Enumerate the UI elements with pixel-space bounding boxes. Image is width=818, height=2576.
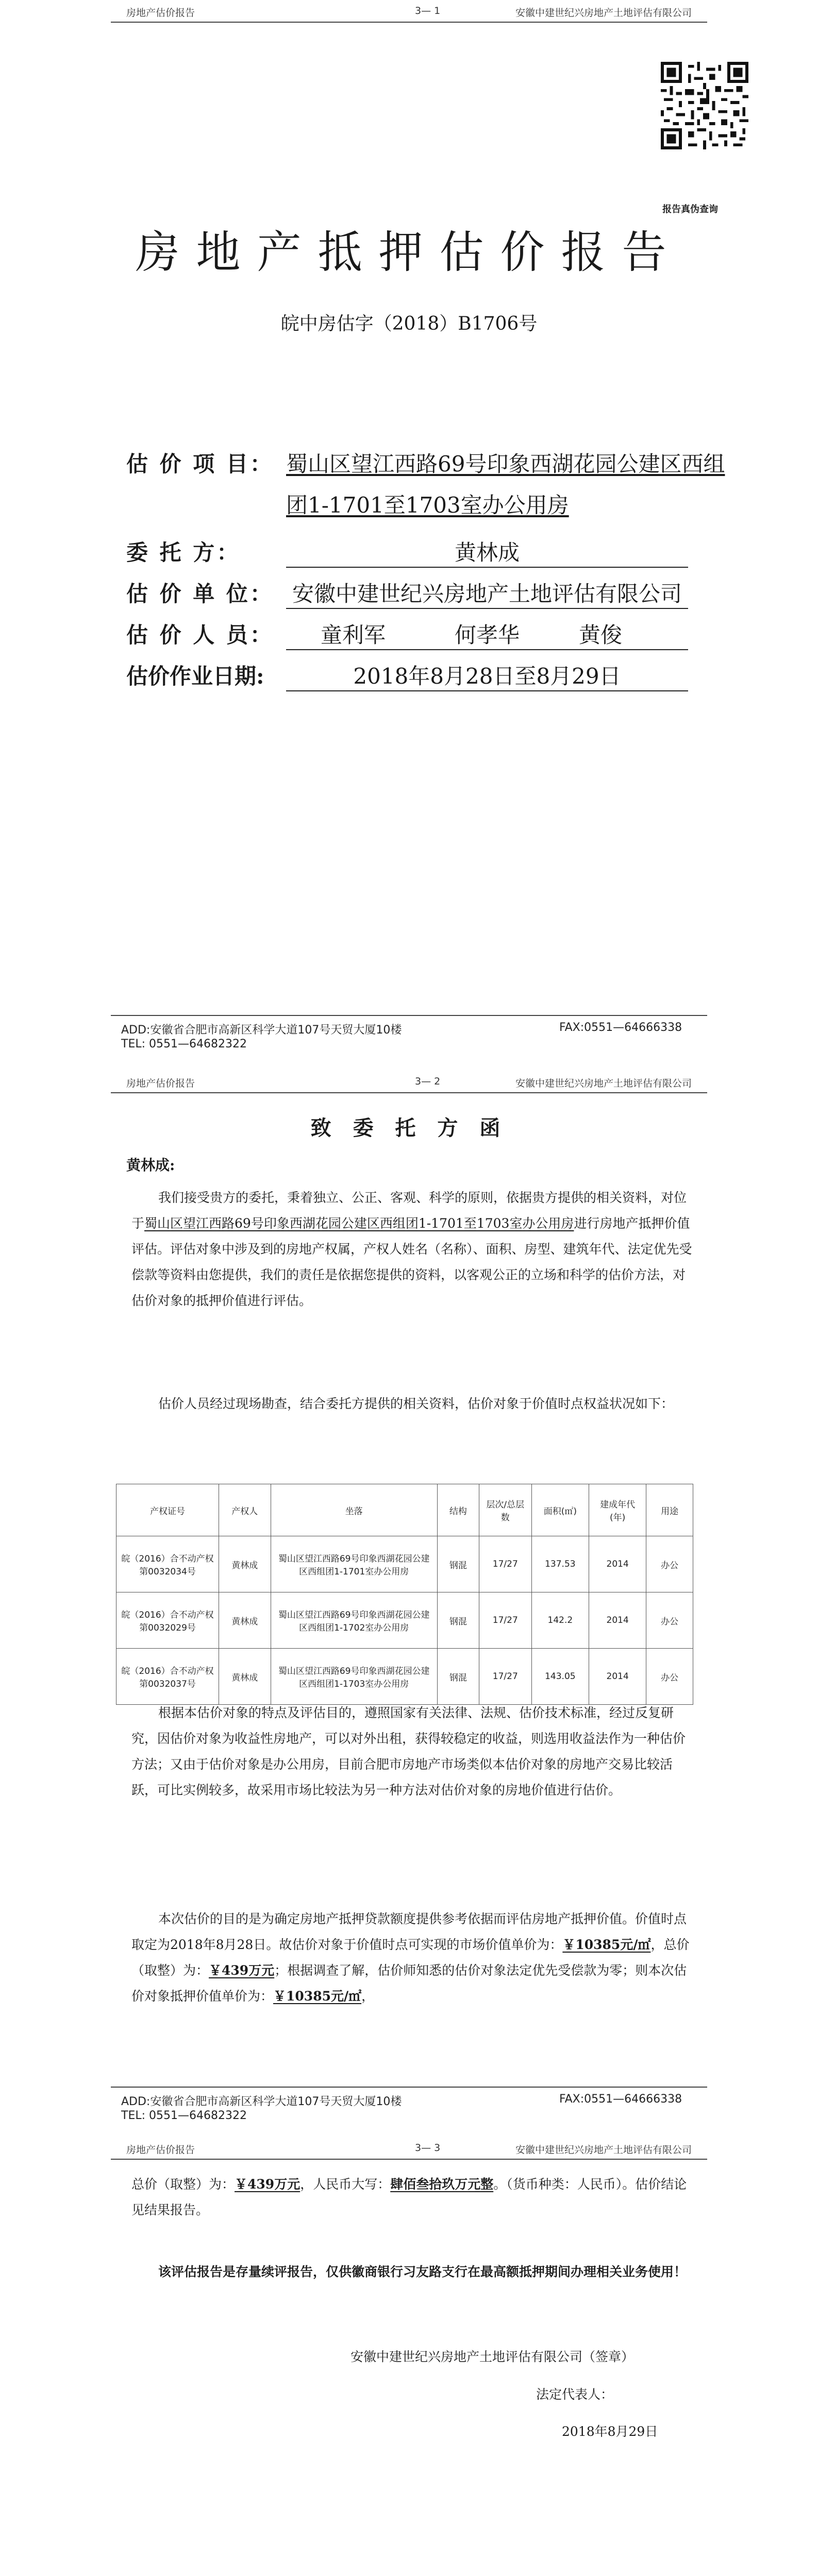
unit-row [126,577,688,609]
structure: 钢混 [437,1536,479,1592]
letter-paragraph-2: 估价人员经过现场勘查，结合委托方提供的相关资料，估价对象于价值时点权益状况如下： [158,1396,674,1411]
client-value: 黄林成 [286,536,688,568]
appraiser-row [126,618,688,650]
page-number: 3— 1 [415,5,441,16]
salutation: 黄林成: [126,1157,175,1174]
cert-no: 皖（2016）合不动产权第0032029号 [116,1592,219,1649]
date-value: 2018年8月28日至8月29日 [286,659,688,691]
col-header: 面积(㎡) [531,1484,589,1536]
company-signature: 安徽中建世纪兴房地产土地评估有限公司（签章） [350,2349,635,2364]
mortgage-total: ￥439万元 [235,2177,301,2192]
header-right: 安徽中建世纪兴房地产土地评估有限公司 [515,7,692,19]
header-right: 安徽中建世纪兴房地产土地评估有限公司 [515,1078,692,1089]
legal-representative: 法定代表人： [536,2387,614,2402]
page-header [111,1,707,23]
page-number: 3— 3 [415,2142,441,2154]
qr-code [661,62,748,149]
appraiser-name: 童利军 [320,622,386,648]
year-built: 2014 [589,1536,646,1592]
location: 蜀山区望江西路69号印象西湖花园公建区西组团1-1702室办公用房 [271,1592,437,1649]
amount-in-words: 肆佰叁拾玖万元整 [390,2177,494,2192]
letter-paragraph-1: 我们接受贵方的委托，秉着独立、公正、客观、科学的原则，依据贵方提供的相关资料，对位于蜀山区望江西路69号印象西湖花园公建区西组团1-1701至1703室办公用房进行房地产抵押价值评估。评估对象中涉及到的房地产权属，产权人姓名（名称）、面积、房型、建筑年代、法定优先受偿款等资料由您提供，我们的责任是依据您提供的资料，以客观公正的立场和科学的估价方法，对估价对象的抵押价值进行评估。 [131,1190,692,1308]
floor: 17/27 [479,1649,532,1705]
cert-no: 皖（2016）合不动产权第0032037号 [116,1649,219,1705]
footer-address: ADD:安徽省合肥市高新区科学大道107号天贸大厦10楼 [121,2095,402,2108]
unit-price: ￥10385元/㎡ [562,1937,651,1952]
cert-no: 皖（2016）合不动产权第0032034号 [116,1536,219,1592]
col-header: 用途 [646,1484,693,1536]
item-label: 估 价 项 目： [126,451,274,477]
header-left: 房地产估价报告 [126,7,195,19]
letter-paragraph-3: 根据本估价对象的特点及评估目的，遵照国家有关法律、法规、估价技术标准，经过反复研究，因估价对象为收益性房地产，可以对外出租，获得较稳定的收益，则选用收益法作为一种估价方法；又由于估价对象是办公用房，目前合肥市房地产市场类似本估价对象的房地产交易比较活跃，可比实例较多，故采用市场比较法为另一种方法对估价对象的房地价值进行估价。 [131,1705,686,1798]
item-value-1: 蜀山区望江西路69号印象西湖花园公建区西组 [286,451,725,477]
usage: 办公 [646,1649,693,1705]
area: 137.53 [531,1536,589,1592]
year-built: 2014 [589,1649,646,1705]
area: 142.2 [531,1592,589,1649]
header-left: 房地产估价报告 [126,2144,195,2156]
col-header: 坐落 [271,1484,437,1536]
page-header [111,1072,707,1093]
letter-paragraph-4: 本次估价的目的是为确定房地产抵押贷款额度提供参考依据而评估房地产抵押价值。价值时点取定为2018年8月28日。故估价对象于价值时点可实现的市场价值单价为：￥10385元/㎡，总价（取整）为：￥439万元；根据调查了解，估价师知悉的估价对象法定优先受偿款为零；则本次估价对象抵押价值单价为：￥10385元/㎡， [131,1911,690,2004]
qr-caption: 报告真伪查询 [662,204,718,215]
client-row [126,536,688,568]
total-price: ￥439万元 [209,1963,275,1978]
signature-date: 2018年8月29日 [562,2424,658,2439]
floor: 17/27 [479,1592,532,1649]
header-left: 房地产估价报告 [126,1078,195,1089]
item-row-2 [286,488,569,519]
area: 143.05 [531,1649,589,1705]
structure: 钢混 [437,1592,479,1649]
header-right: 安徽中建世纪兴房地产土地评估有限公司 [515,2144,692,2156]
table-header-row [116,1484,693,1536]
client-label: 委 托 方： [126,540,241,565]
letter-title: 致 委 托 方 函 [310,1116,508,1140]
location: 蜀山区望江西路69号印象西湖花园公建区西组团1-1701室办公用房 [271,1536,437,1592]
mortgage-unit-price: ￥10385元/㎡ [273,1989,362,2004]
item-value-2: 团1-1701至1703室办公用房 [286,493,569,518]
report-number: 皖中房估字（2018）B1706号 [280,313,538,334]
item-row [126,447,725,478]
appraiser-name: 黄俊 [578,622,622,648]
col-header: 层次/总层数 [479,1484,532,1536]
owner: 黄林成 [219,1649,271,1705]
structure: 钢混 [437,1649,479,1705]
date-row [126,659,688,691]
owner: 黄林成 [219,1592,271,1649]
table-row [116,1592,693,1649]
unit-value: 安徽中建世纪兴房地产土地评估有限公司 [286,577,688,609]
unit-label: 估 价 单 位： [126,581,274,606]
page-number: 3— 2 [415,1076,441,1087]
floor: 17/27 [479,1536,532,1592]
page-footer [111,2087,707,2123]
owner: 黄林成 [219,1536,271,1592]
col-header: 结构 [437,1484,479,1536]
table-row [116,1649,693,1705]
footer-address: ADD:安徽省合肥市高新区科学大道107号天贸大厦10楼 [121,1024,402,1037]
year-built: 2014 [589,1592,646,1649]
letter-paragraph-5: 总价（取整）为：￥439万元，人民币大写：肆佰叁拾玖万元整。（货币种类：人民币）。估价结论见结果报告。 [131,2177,687,2217]
col-header: 产权人 [219,1484,271,1536]
footer-fax: FAX:0551—64666338 [559,1021,682,1034]
table-row [116,1536,693,1592]
footer-fax: FAX:0551—64666338 [559,2093,682,2106]
property-table [116,1484,693,1705]
appraiser-name: 何孝华 [454,622,520,648]
usage-notice: 该评估报告是存量续评报告，仅供徽商银行习友路支行在最高额抵押期间办理相关业务使用！ [158,2264,687,2279]
page-footer [111,1015,707,1051]
col-header: 产权证号 [116,1484,219,1536]
usage: 办公 [646,1592,693,1649]
col-header: 建成年代(年) [589,1484,646,1536]
page-header [111,2138,707,2160]
footer-tel: TEL: 0551—64682322 [121,1038,247,1050]
date-label: 估价作业日期: [126,664,264,689]
report-title: 房地产抵押估价报告 [135,227,683,278]
property-location: 蜀山区望江西路69号印象西湖花园公建区西组团1-1701至1703室办公用房 [144,1216,574,1231]
appraiser-label: 估 价 人 员： [126,622,274,648]
usage: 办公 [646,1536,693,1592]
footer-tel: TEL: 0551—64682322 [121,2109,247,2122]
location: 蜀山区望江西路69号印象西湖花园公建区西组团1-1703室办公用房 [271,1649,437,1705]
